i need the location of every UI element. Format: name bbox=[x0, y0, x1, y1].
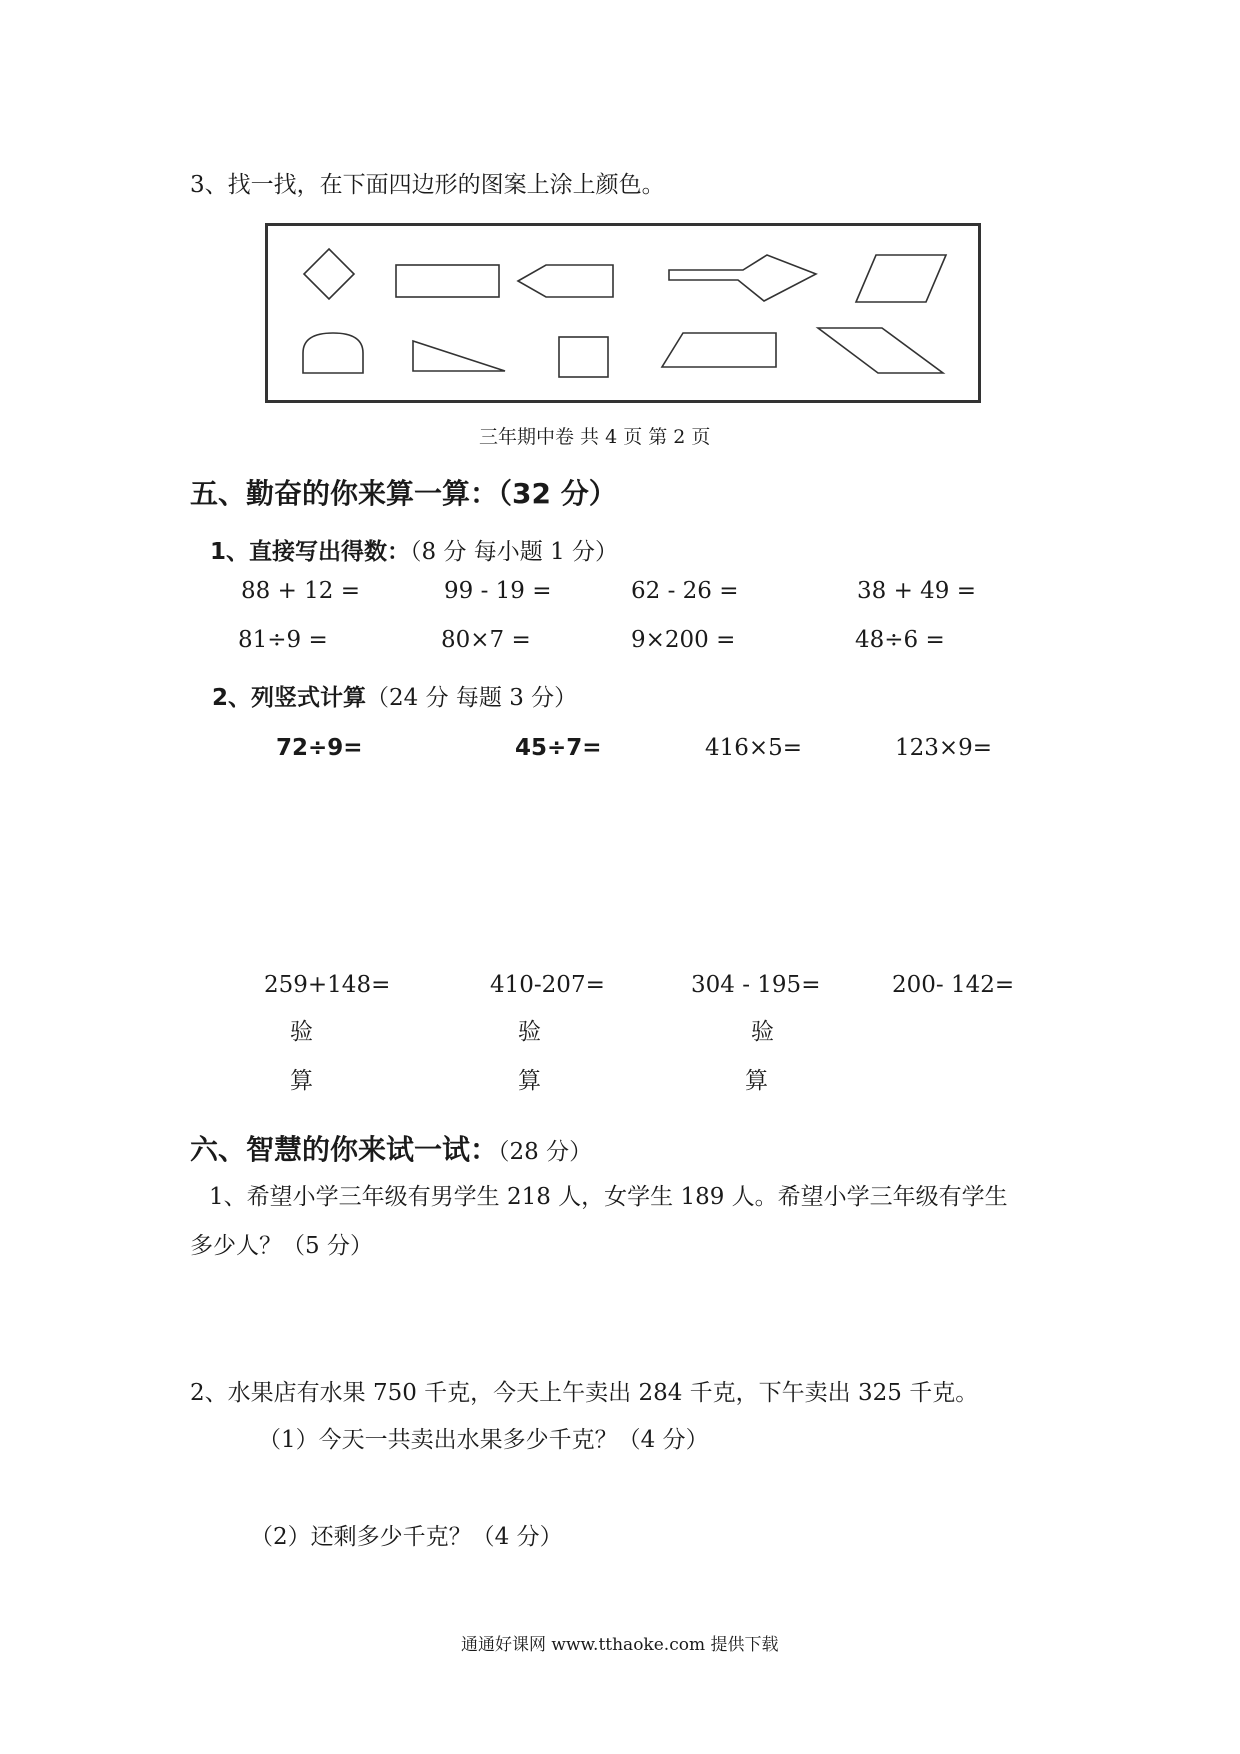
check-label: 验 bbox=[751, 1019, 774, 1045]
problem-2-sub-2: （2）还剩多少千克？（4 分） bbox=[250, 1524, 563, 1550]
check-label: 算 bbox=[518, 1068, 541, 1094]
slanted-parallelogram-shape bbox=[818, 328, 943, 373]
exercise: 38 + 49 = bbox=[857, 578, 977, 604]
check-label: 验 bbox=[518, 1019, 541, 1045]
vertical-calc: 410-207= bbox=[490, 972, 605, 998]
arch-shape bbox=[303, 333, 363, 373]
section-5-title: 五、勤奋的你来算一算：（32 分） bbox=[190, 477, 617, 510]
part-2-note: （24 分 每题 3 分） bbox=[366, 685, 578, 711]
section-6-title: 六、智慧的你来试一试： bbox=[190, 1133, 499, 1166]
part-1-label: 1、直接写出得数： bbox=[210, 539, 411, 565]
part-2-heading bbox=[212, 687, 577, 710]
exercise: 9×200 = bbox=[631, 627, 736, 653]
exercise: 80×7 = bbox=[441, 627, 531, 653]
part-1-note: （8 分 每小题 1 分） bbox=[410, 539, 619, 565]
shapes-frame bbox=[267, 225, 980, 402]
shapes-figure bbox=[265, 223, 981, 403]
diamond-shape bbox=[304, 249, 354, 299]
check-label: 验 bbox=[290, 1019, 313, 1045]
check-label: 算 bbox=[745, 1068, 768, 1094]
page-footer: 三年期中卷 共 4 页 第 2 页 bbox=[479, 426, 711, 448]
rectangle-shape bbox=[396, 265, 499, 297]
vertical-calc: 200- 142= bbox=[892, 972, 1015, 998]
exercise: 62 - 26 = bbox=[631, 578, 739, 604]
section-6-score: （28 分） bbox=[498, 1139, 593, 1165]
paddle-shape bbox=[669, 255, 816, 301]
exercise: 81÷9 = bbox=[238, 627, 328, 653]
problem-2-sub-1: （1）今天一共卖出水果多少千克？（4 分） bbox=[258, 1427, 709, 1453]
arrow-pentagon-shape bbox=[518, 265, 613, 297]
watermark: 通通好课网 www.tthaoke.com 提供下载 bbox=[461, 1635, 779, 1655]
vertical-calc: 259+148= bbox=[264, 972, 391, 998]
problem-1-line-2: 多少人？（5 分） bbox=[190, 1233, 373, 1259]
parallelogram-shape bbox=[856, 255, 946, 302]
problem-2: 2、水果店有水果 750 千克，今天上午卖出 284 千克，下午卖出 325 千克。 bbox=[190, 1380, 979, 1406]
part-1-heading bbox=[210, 541, 618, 564]
square-shape bbox=[559, 337, 608, 377]
vertical-calc: 416×5= bbox=[705, 735, 803, 761]
part-2-label: 2、列竖式计算 bbox=[212, 685, 367, 711]
problem-1-line-1: 1、希望小学三年级有男学生 218 人，女学生 189 人。希望小学三年级有学生 bbox=[209, 1184, 1008, 1210]
trapezoid-shape bbox=[662, 333, 776, 367]
vertical-calc: 45÷7= bbox=[515, 735, 602, 761]
question-3: 3、找一找，在下面四边形的图案上涂上颜色。 bbox=[190, 172, 665, 198]
right-triangle-shape bbox=[413, 341, 505, 371]
check-label: 算 bbox=[290, 1068, 313, 1094]
exercise: 88 + 12 = bbox=[241, 578, 361, 604]
vertical-calc: 123×9= bbox=[895, 735, 993, 761]
vertical-calc: 72÷9= bbox=[276, 735, 363, 761]
vertical-calc: 304 - 195= bbox=[691, 972, 821, 998]
section-6-heading bbox=[190, 1133, 593, 1166]
exercise: 48÷6 = bbox=[855, 627, 945, 653]
exercise: 99 - 19 = bbox=[444, 578, 552, 604]
